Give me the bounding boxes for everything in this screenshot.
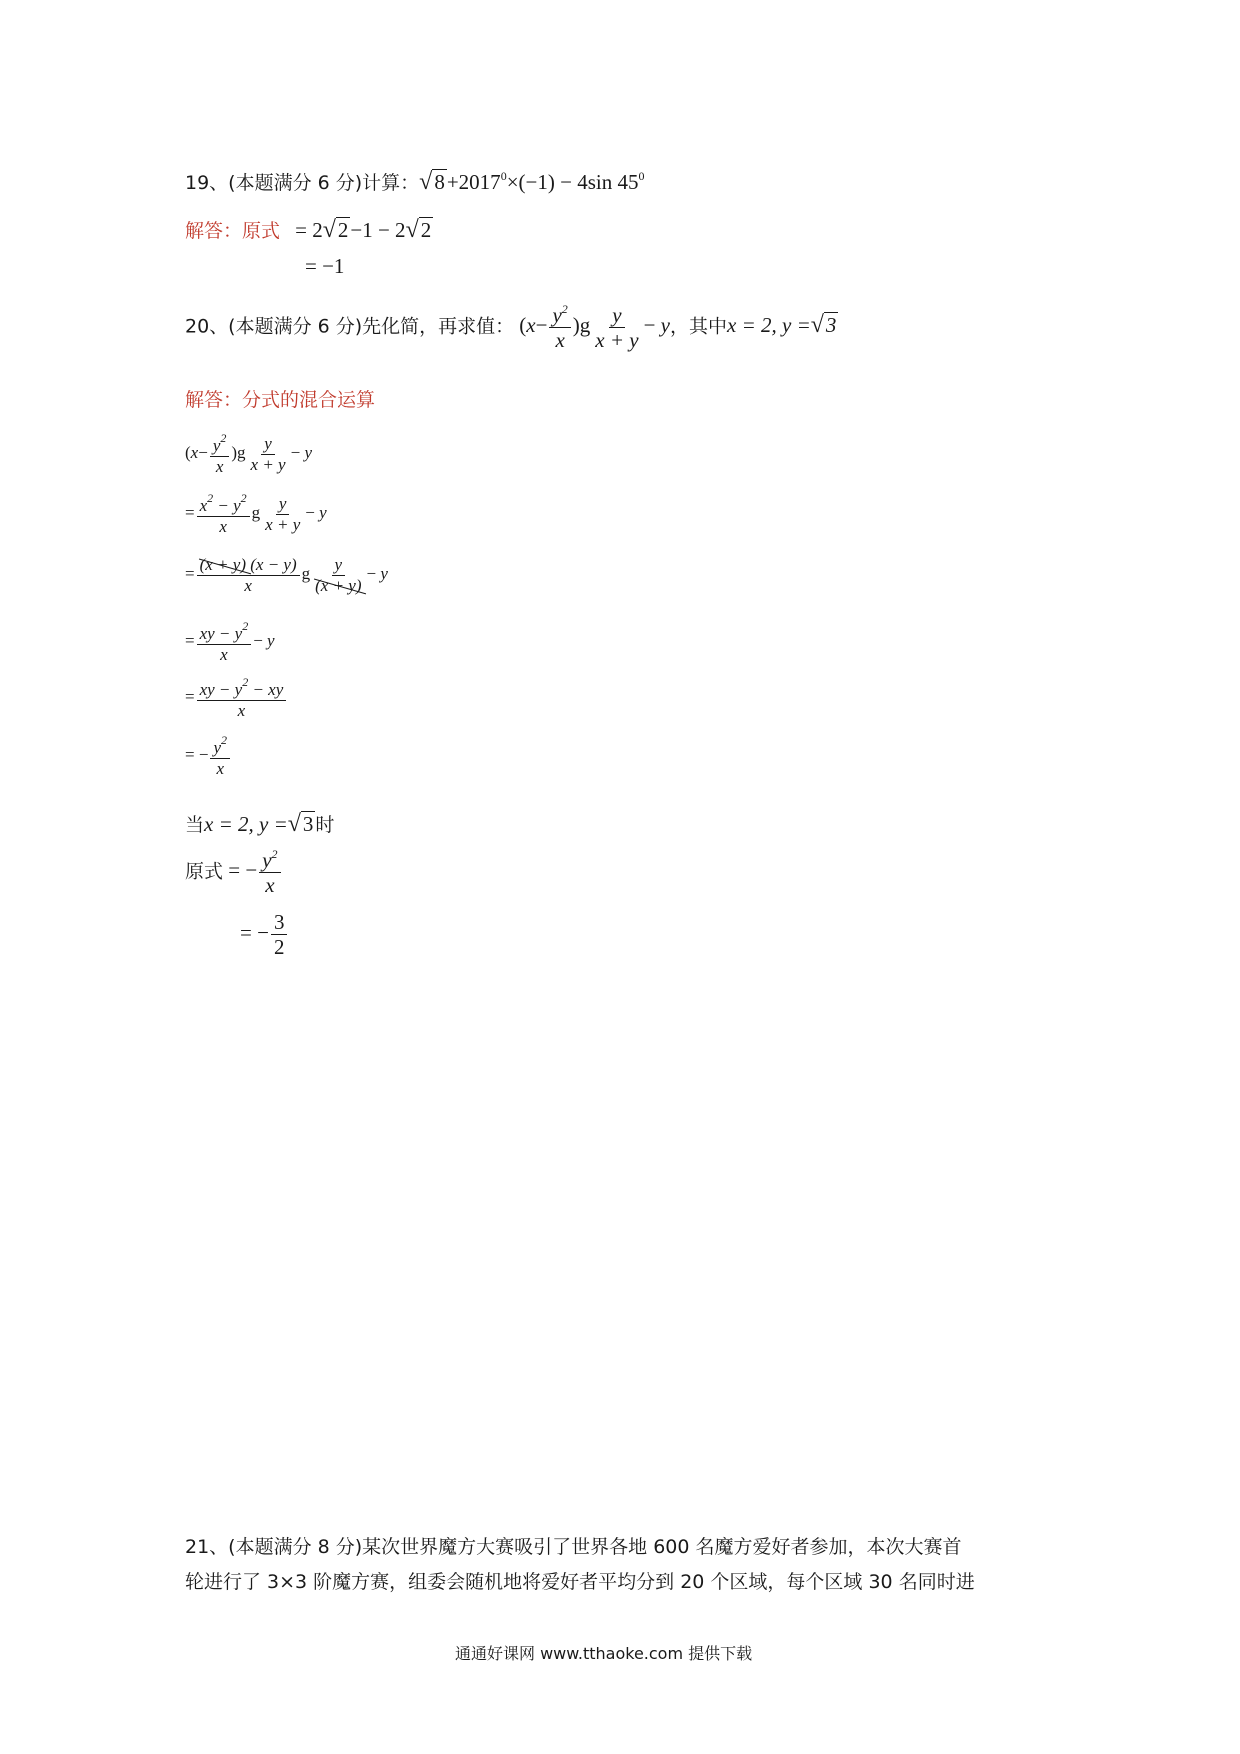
q20-prefix: 20、(本题满分 6 分)先化简，再求值：: [185, 315, 515, 338]
q20-condition: x = 2, y =√3: [727, 312, 837, 339]
q21-line1: 21、(本题满分 8 分)某次世界魔方大赛吸引了世界各地 600 名魔方爱好者参加，本次大赛首: [185, 1536, 962, 1558]
q20-step-5: = − $\frac{y^2}{x}$: [185, 734, 232, 778]
q20-suffix: ，其中: [670, 315, 728, 338]
q20-answer-label: 解答：分式的混合运算: [185, 389, 376, 411]
q20-step-1: = $\frac{x^2 - y^2}{x}$ g $\frac{y}{x + y}$ − y: [185, 491, 327, 536]
q20-step-2: = $\frac{(x + y) (x - y)}{x}$ g $\frac{y}{(x + y)}$ − y: [185, 555, 388, 595]
q19-step1: = 2√2−1 − 2√2: [295, 217, 432, 243]
q19-answer: [185, 216, 433, 244]
q20-result: 原式 = − $\frac{y^2}{x}$: [185, 848, 283, 897]
q19-prefix: 19、(本题满分 6 分)计算：: [185, 172, 420, 194]
q20-when: 当x = 2, y =√3 时: [185, 811, 335, 837]
q19-expression: $√8+2017^0\times(-1) - 4\sin$ $45^0$: [419, 169, 645, 195]
q20-expression: (x− $\frac{y^2}{x}$ )g $\frac{y}{x + y}$ − y: [519, 302, 670, 353]
q20-step-3: = $\frac{xy - y^2}{x}$ − y: [185, 619, 275, 664]
q19-question: [185, 168, 644, 196]
q20-step-0: (x− $\frac{y^2}{x}$ )g $\frac{y}{x + y}$ − y: [185, 431, 312, 476]
q19-step2: = −1: [305, 254, 345, 278]
q21-line2: 轮进行了 3×3 阶魔方赛，组委会随机地将爱好者平均分到 20 个区域，每个区域 30 名同时进: [185, 1571, 975, 1593]
footer-source: 通通好课网 www.tthaoke.com 提供下载: [455, 1644, 753, 1663]
q20-step-4: = $\frac{xy - y^2 - xy}{x}$: [185, 676, 288, 720]
q19-answer-label: 解答：原式: [185, 220, 281, 242]
q20-final: = − $\frac{3}{2}$: [240, 910, 289, 959]
q20-question: [185, 303, 838, 352]
